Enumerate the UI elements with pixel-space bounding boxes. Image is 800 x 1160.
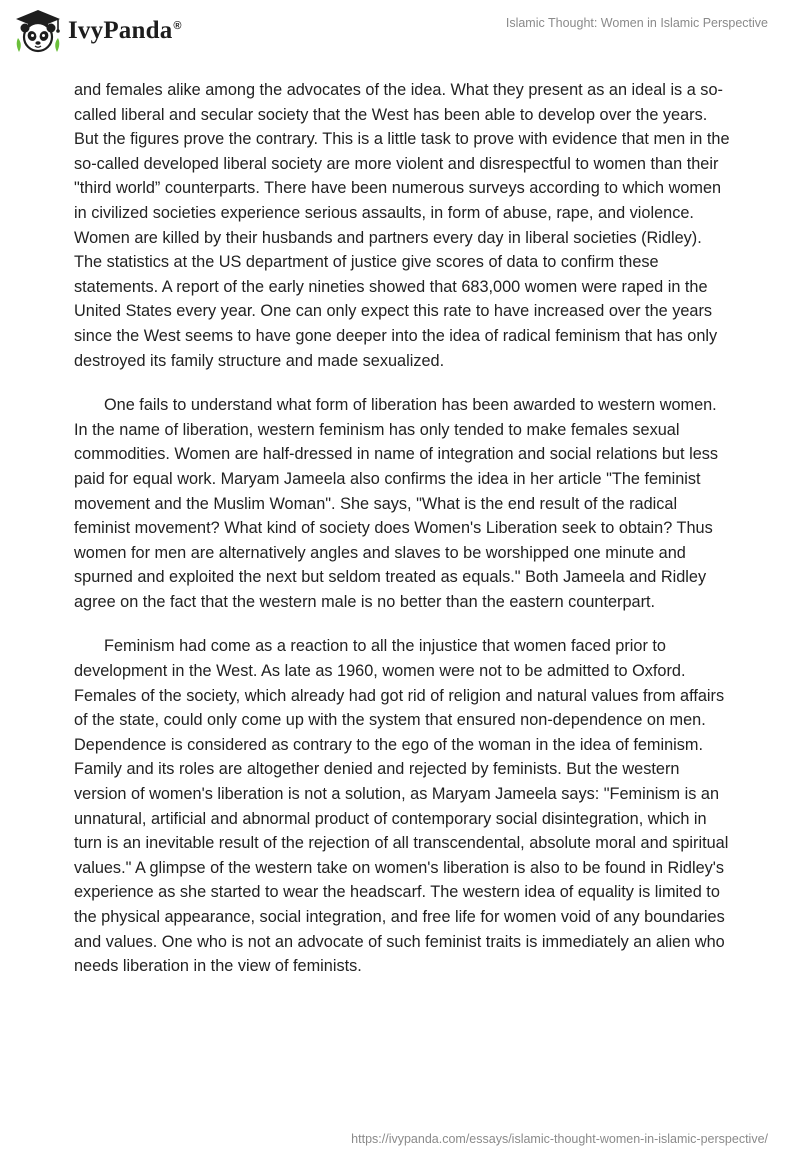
paragraph-2: One fails to understand what form of liberation has been awarded to western women. In the name of liberation, western feminism has only tended to make females sexual commodities. Women are half-dressed in name of integration and social relations but less paid for equal work. Maryam Jameela also confirms the idea in her article "The feminist movement and the Muslim Woman". She says, "What is the end result of the radical feminist movement? What kind of society does Women's Liberation seek to obtain? Thus women for men are alternatively angles and slaves to be worshipped one minute and spurned and exploited the next but seldom treated as equals." Both Jameela and Ridley agree on the fact that the western male is no better than the eastern counterpart. [74, 396, 719, 611]
brand-name: IvyPanda® [68, 17, 182, 44]
registered-mark: ® [173, 19, 182, 32]
panda-graduate-icon [14, 8, 62, 54]
paragraph-1: and females alike among the advocates of the idea. What they present as an ideal is a so-called liberal and secular society that the West has been able to develop over the years. But the figures prove the contrary. This is a little task to prove with evidence that men in the so-called developed liberal society are more violent and disrespectful to women than their "third world” counterparts. There have been numerous surveys according to which women in civilized societies experience serious assaults, in form of abuse, rape, and violence. Women are killed by their husbands and partners every day in liberal societies (Ridley). The statistics at the US department of justice give scores of data to confirm these statements. A report of the early nineties showed that 683,000 women were raped in the United States every year. One can only expect this rate to have increased over the years since the West seems to have gone deeper into the idea of radical feminism that has only destroyed its family structure and made sexualized. [74, 81, 730, 370]
source-url[interactable]: https://ivypanda.com/essays/islamic-thought-women-in-islamic-perspective/ [351, 1132, 768, 1146]
page-header [0, 0, 800, 64]
essay-body [74, 78, 734, 999]
paragraph-3: Feminism had come as a reaction to all the injustice that women faced prior to development in the West. As late as 1960, women were not to be admitted to Oxford. Females of the society, which already had got rid of religion and natural values from affairs of the state, could only come up with the system that ensured non-dependence on men. Dependence is considered as contrary to the ego of the woman in the idea of feminism. Family and its roles are altogether denied and rejected by feminists. But the western version of women's liberation is not a solution, as Maryam Jameela says: "Feminism is an unnatural, artificial and abnormal product of contemporary social disintegration, which in turn is an inevitable result of the rejection of all transcendental, absolute moral and spiritual values." A glimpse of the western take on women's liberation is also to be found in Ridley's experience as she started to wear the headscarf. The western idea of equality is limited to the physical appearance, social integration, and free life for women void of any boundaries and values. One who is not an advocate of such feminist traits is immediately an alien who needs liberation in the view of feminists. [74, 637, 729, 976]
document-title: Islamic Thought: Women in Islamic Perspective [505, 16, 768, 30]
ivypanda-logo[interactable] [14, 8, 182, 54]
